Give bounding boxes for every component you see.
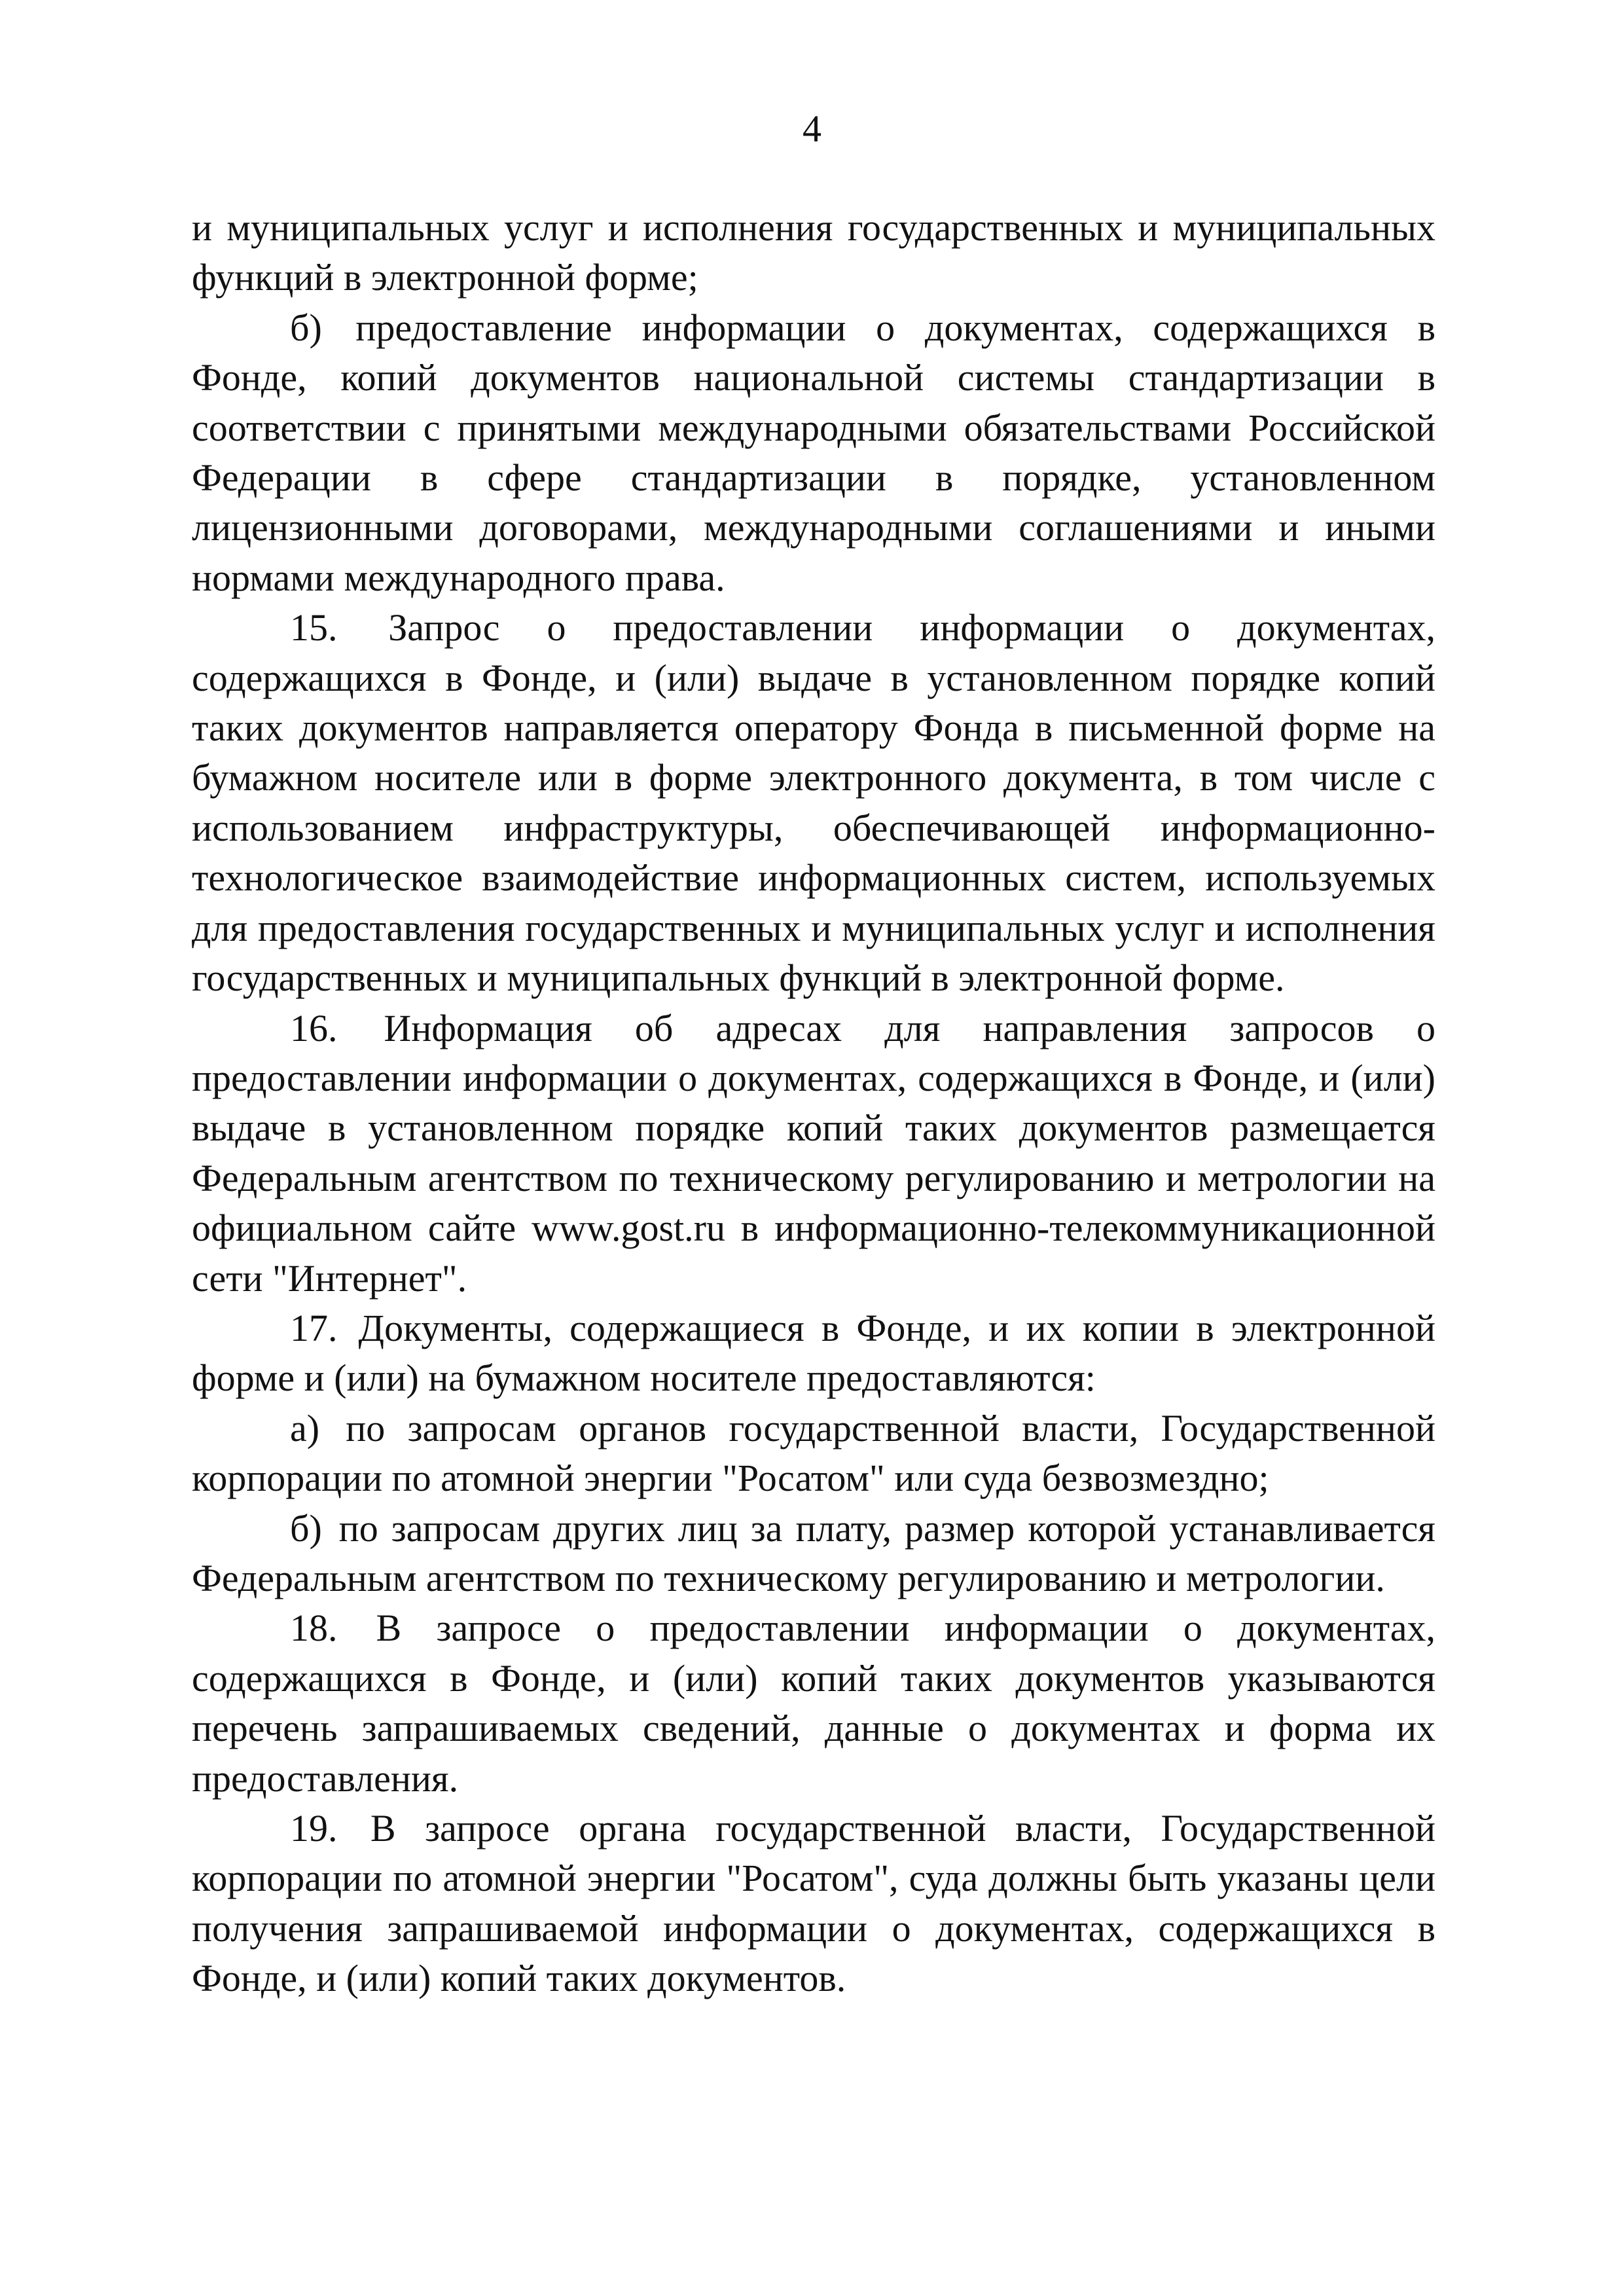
paragraph-text: по запросам других лиц за плату, размер которой устанавливается Федеральным агентством по техническому регулированию и метрологии. bbox=[192, 1506, 1435, 1599]
paragraph-text: и муниципальных услуг и исполнения государственных и муниципальных функций в электронной форме; bbox=[192, 206, 1435, 299]
paragraph-number: 18. bbox=[290, 1607, 338, 1650]
paragraph-17 bbox=[192, 1303, 1435, 1404]
paragraph-text: В запросе о предоставлении информации о документах, содержащихся в Фонде, и (или) копий таких документов указываются перечень запрашиваемых сведений, данные о документах и форма их предоставления. bbox=[192, 1607, 1436, 1800]
paragraph-number: а) bbox=[290, 1406, 320, 1449]
paragraph-number: 15. bbox=[290, 606, 338, 649]
paragraph-number: 19. bbox=[290, 1807, 338, 1850]
page-number: 4 bbox=[803, 107, 821, 150]
paragraph-continuation bbox=[192, 203, 1435, 303]
paragraph-16 bbox=[192, 1004, 1435, 1303]
paragraph-18 bbox=[192, 1603, 1435, 1804]
paragraph-text: Документы, содержащиеся в Фонде, и их копии в электронной форме и (или) на бумажном носителе предоставляются: bbox=[192, 1306, 1436, 1400]
paragraph-text: В запросе органа государственной власти, Государственной корпорации по атомной энергии "Росатом", суда должны быть указаны цели получения запрашиваемой информации о документах, содержащихся в Фонде, и (или) копий таких документов. bbox=[192, 1807, 1435, 2000]
paragraph-number: 17. bbox=[290, 1306, 338, 1349]
paragraph-number: б) bbox=[290, 1506, 322, 1550]
paragraph-15 bbox=[192, 603, 1435, 1003]
paragraph-17-a bbox=[192, 1404, 1435, 1504]
paragraph-text: предоставление информации о документах, содержащихся в Фонде, копий документов национальной системы стандартизации в соответствии с принятыми международными обязательствами Российской Федерации в сфере стандартизации в порядке, установленном лицензионными договорами, международными соглашениями и иными нормами международного права. bbox=[192, 306, 1436, 599]
paragraph-number: 16. bbox=[290, 1006, 338, 1049]
paragraph-17-b bbox=[192, 1504, 1435, 1604]
paragraph-item-b bbox=[192, 303, 1435, 603]
document-body bbox=[192, 203, 1435, 2004]
paragraph-text: по запросам органов государственной власти, Государственной корпорации по атомной энергии "Росатом" или суда безвозмездно; bbox=[192, 1406, 1435, 1500]
paragraph-text: Информация об адресах для направления запросов о предоставлении информации о документах, содержащихся в Фонде, и (или) выдаче в установленном порядке копий таких документов размещается Федеральным агентством по техническому регулированию и метрологии на официальном сайте www.gost.ru в информационно-телекоммуникационной сети "Интернет". bbox=[192, 1006, 1436, 1300]
paragraph-text: Запрос о предоставлении информации о документах, содержащихся в Фонде, и (или) выдаче в установленном порядке копий таких документов направляется оператору Фонда в письменной форме на бумажном носителе или в форме электронного документа, в том числе с использованием инфраструктуры, обеспечивающей информационно-технологическое взаимодействие информационных систем, используемых для предоставления государственных и муниципальных услуг и исполнения государственных и муниципальных функций в электронной форме. bbox=[192, 606, 1435, 1000]
paragraph-number: б) bbox=[290, 306, 322, 349]
paragraph-19 bbox=[192, 1804, 1435, 2004]
